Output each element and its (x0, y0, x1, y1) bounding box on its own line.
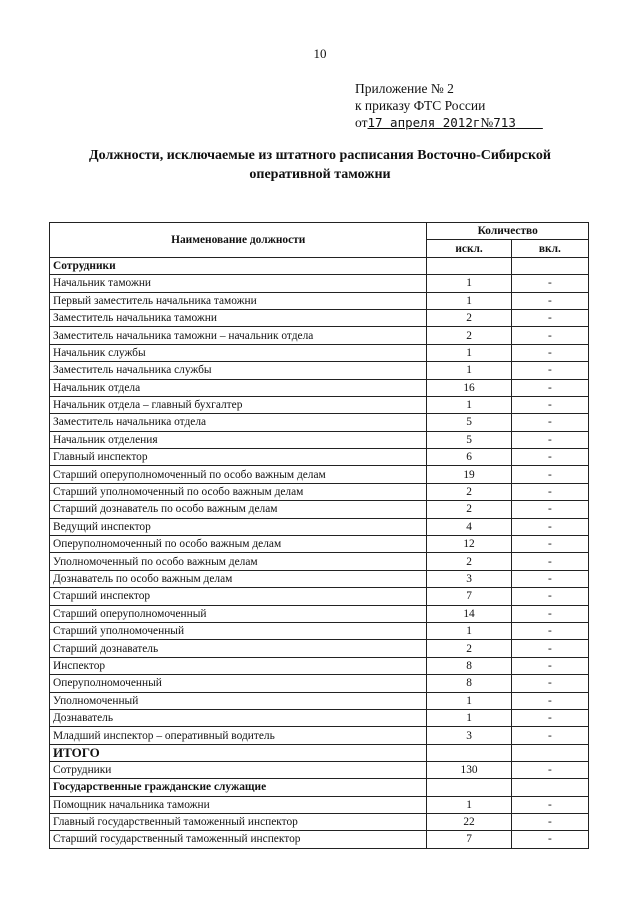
staff-included-count: - (511, 709, 588, 726)
staff-included-count: - (511, 692, 588, 709)
staff-included-count: - (511, 640, 588, 657)
total-label-incl-empty (511, 744, 588, 761)
civil-row (50, 831, 589, 848)
staff-excluded-count: 3 (427, 727, 511, 744)
staff-row (50, 292, 589, 309)
staff-excluded-count: 5 (427, 431, 511, 448)
staff-row (50, 431, 589, 448)
positions-table (49, 222, 589, 849)
page-number: 10 (313, 46, 327, 61)
appendix-number: 713 (493, 115, 516, 130)
appendix-block (355, 80, 543, 131)
staff-included-count: - (511, 570, 588, 587)
staff-position-name: Старший оперуполномоченный (50, 605, 427, 622)
staff-excluded-count: 2 (427, 483, 511, 500)
staff-included-count: - (511, 309, 588, 326)
staff-excluded-count: 2 (427, 327, 511, 344)
staff-row (50, 309, 589, 326)
staff-included-count: - (511, 275, 588, 292)
section-staff-excl-empty (427, 257, 511, 274)
staff-excluded-count: 1 (427, 396, 511, 413)
appendix-date-line (355, 114, 543, 131)
staff-position-name: Уполномоченный по особо важным делам (50, 553, 427, 570)
total-label: ИТОГО (50, 744, 427, 761)
staff-included-count: - (511, 292, 588, 309)
staff-row (50, 327, 589, 344)
staff-row (50, 622, 589, 639)
appendix-from-prefix: от (355, 115, 368, 130)
staff-position-name: Инспектор (50, 657, 427, 674)
staff-position-name: Начальник отдела (50, 379, 427, 396)
staff-row (50, 709, 589, 726)
civil-included-count: - (511, 831, 588, 848)
civil-excluded-count: 22 (427, 813, 511, 830)
staff-excluded-count: 1 (427, 692, 511, 709)
staff-included-count: - (511, 588, 588, 605)
staff-row (50, 727, 589, 744)
staff-row (50, 640, 589, 657)
staff-excluded-count: 7 (427, 588, 511, 605)
staff-excluded-count: 2 (427, 640, 511, 657)
section-civil: Государственные гражданские служащие (50, 779, 427, 796)
appendix-date: 17 апреля 2012г (367, 115, 481, 130)
staff-position-name: Ведущий инспектор (50, 518, 427, 535)
document-title-line2: оперативной таможни (249, 167, 391, 182)
staff-included-count: - (511, 657, 588, 674)
staff-row (50, 449, 589, 466)
civil-included-count: - (511, 813, 588, 830)
appendix-number-prefix: № (480, 115, 494, 130)
staff-position-name: Заместитель начальника таможни (50, 309, 427, 326)
civil-position-name: Помощник начальника таможни (50, 796, 427, 813)
civil-row (50, 813, 589, 830)
staff-position-name: Главный инспектор (50, 449, 427, 466)
staff-excluded-count: 1 (427, 362, 511, 379)
staff-row (50, 483, 589, 500)
appendix-number-underline (516, 115, 543, 130)
staff-position-name: Первый заместитель начальника таможни (50, 292, 427, 309)
civil-position-name: Главный государственный таможенный инспектор (50, 813, 427, 830)
staff-excluded-count: 1 (427, 292, 511, 309)
staff-position-name: Младший инспектор – оперативный водитель (50, 727, 427, 744)
appendix-line1: Приложение № 2 (355, 81, 454, 96)
total-row-incl: - (511, 761, 588, 778)
header-included: вкл. (511, 240, 588, 257)
staff-position-name: Заместитель начальника службы (50, 362, 427, 379)
section-civil-incl-empty (511, 779, 588, 796)
staff-included-count: - (511, 379, 588, 396)
staff-excluded-count: 3 (427, 570, 511, 587)
staff-position-name: Заместитель начальника отдела (50, 414, 427, 431)
staff-excluded-count: 1 (427, 344, 511, 361)
staff-excluded-count: 2 (427, 501, 511, 518)
staff-excluded-count: 19 (427, 466, 511, 483)
staff-position-name: Уполномоченный (50, 692, 427, 709)
staff-excluded-count: 6 (427, 449, 511, 466)
staff-row (50, 675, 589, 692)
header-position-name: Наименование должности (50, 223, 427, 258)
staff-row (50, 657, 589, 674)
staff-included-count: - (511, 553, 588, 570)
staff-row (50, 501, 589, 518)
header-count: Количество (427, 223, 589, 240)
staff-excluded-count: 2 (427, 309, 511, 326)
staff-position-name: Оперуполномоченный (50, 675, 427, 692)
staff-excluded-count: 1 (427, 275, 511, 292)
staff-position-name: Старший оперуполномоченный по особо важным делам (50, 466, 427, 483)
civil-excluded-count: 1 (427, 796, 511, 813)
document-title-line1: Должности, исключаемые из штатного расписания Восточно-Сибирской (89, 148, 551, 163)
civil-excluded-count: 7 (427, 831, 511, 848)
document-title (40, 146, 600, 184)
appendix-line2: к приказу ФТС России (355, 98, 486, 113)
staff-row (50, 588, 589, 605)
staff-row (50, 605, 589, 622)
staff-position-name: Начальник службы (50, 344, 427, 361)
header-excluded: искл. (427, 240, 511, 257)
staff-position-name: Начальник отдела – главный бухгалтер (50, 396, 427, 413)
civil-row (50, 796, 589, 813)
staff-row (50, 344, 589, 361)
staff-included-count: - (511, 483, 588, 500)
staff-included-count: - (511, 727, 588, 744)
civil-included-count: - (511, 796, 588, 813)
staff-position-name: Заместитель начальника таможни – начальник отдела (50, 327, 427, 344)
staff-included-count: - (511, 362, 588, 379)
staff-excluded-count: 1 (427, 622, 511, 639)
staff-row (50, 362, 589, 379)
section-civil-excl-empty (427, 779, 511, 796)
staff-position-name: Дознаватель (50, 709, 427, 726)
staff-row (50, 553, 589, 570)
staff-excluded-count: 4 (427, 518, 511, 535)
civil-position-name: Старший государственный таможенный инспектор (50, 831, 427, 848)
total-row-excl: 130 (427, 761, 511, 778)
staff-row (50, 570, 589, 587)
total-row-name: Сотрудники (50, 761, 427, 778)
total-label-excl-empty (427, 744, 511, 761)
staff-row (50, 275, 589, 292)
staff-row (50, 518, 589, 535)
staff-included-count: - (511, 518, 588, 535)
staff-included-count: - (511, 605, 588, 622)
staff-position-name: Старший дознаватель (50, 640, 427, 657)
staff-position-name: Старший дознаватель по особо важным делам (50, 501, 427, 518)
staff-included-count: - (511, 344, 588, 361)
staff-included-count: - (511, 414, 588, 431)
staff-included-count: - (511, 622, 588, 639)
staff-included-count: - (511, 675, 588, 692)
staff-included-count: - (511, 501, 588, 518)
section-staff-incl-empty (511, 257, 588, 274)
staff-row (50, 396, 589, 413)
staff-included-count: - (511, 449, 588, 466)
staff-included-count: - (511, 536, 588, 553)
staff-position-name: Начальник отделения (50, 431, 427, 448)
staff-row (50, 536, 589, 553)
staff-position-name: Оперуполномоченный по особо важным делам (50, 536, 427, 553)
staff-included-count: - (511, 466, 588, 483)
staff-excluded-count: 8 (427, 657, 511, 674)
section-staff: Сотрудники (50, 257, 427, 274)
staff-row (50, 466, 589, 483)
staff-excluded-count: 8 (427, 675, 511, 692)
staff-position-name: Старший инспектор (50, 588, 427, 605)
staff-included-count: - (511, 396, 588, 413)
staff-excluded-count: 5 (427, 414, 511, 431)
staff-position-name: Старший уполномоченный (50, 622, 427, 639)
staff-position-name: Дознаватель по особо важным делам (50, 570, 427, 587)
staff-excluded-count: 14 (427, 605, 511, 622)
staff-row (50, 414, 589, 431)
staff-included-count: - (511, 327, 588, 344)
staff-row (50, 379, 589, 396)
staff-excluded-count: 16 (427, 379, 511, 396)
staff-position-name: Начальник таможни (50, 275, 427, 292)
staff-row (50, 692, 589, 709)
staff-excluded-count: 12 (427, 536, 511, 553)
staff-excluded-count: 2 (427, 553, 511, 570)
staff-included-count: - (511, 431, 588, 448)
staff-excluded-count: 1 (427, 709, 511, 726)
staff-position-name: Старший уполномоченный по особо важным делам (50, 483, 427, 500)
